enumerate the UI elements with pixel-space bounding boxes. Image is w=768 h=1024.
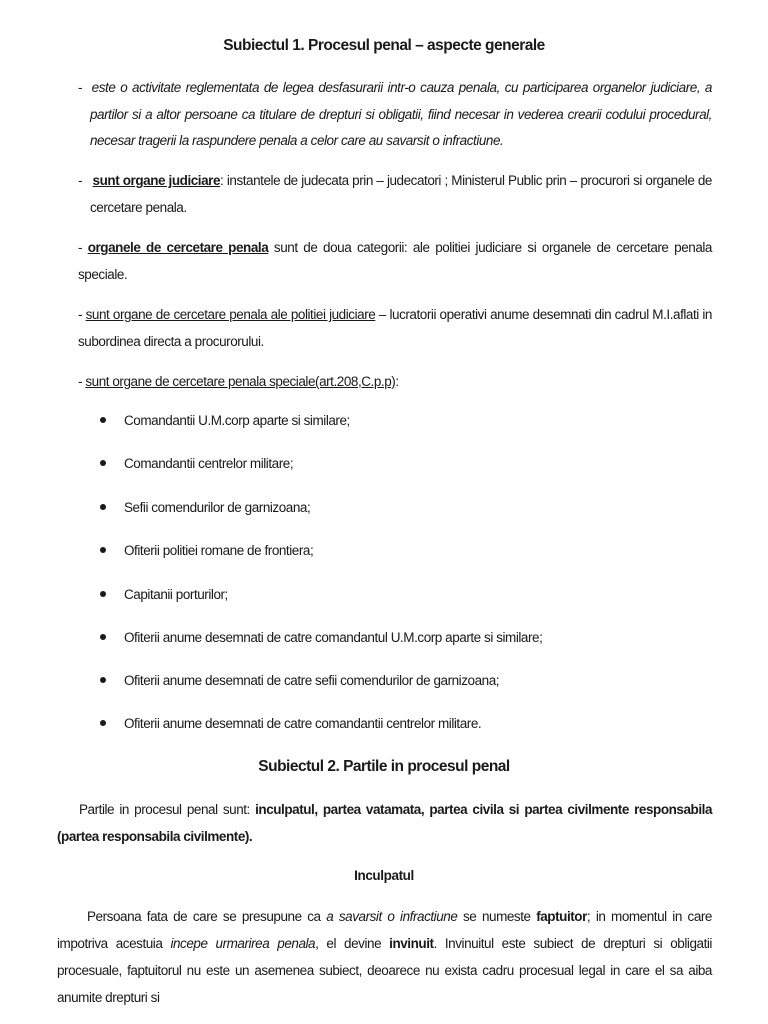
definition-text: este o activitate reglementata de legea desfasurarii intr-o cauza penala, cu participarea organelor judiciare, a partilor si a altor persoane ca titulare de drepturi si obligatii, fiind necesar in vederea crearii codului procedural, necesar tragerii la raspundere penala a celor care au savarsit o infractiune. (90, 80, 712, 148)
body-text: se numeste (457, 909, 537, 924)
parties-intro-paragraph (57, 796, 712, 850)
bullet-icon (100, 504, 106, 510)
list-item-text: Comandantii centrelor militare; (124, 456, 294, 471)
bullet-icon (100, 591, 106, 597)
parties-list: inculpatul, partea vatamata, partea civila si partea civilmente responsabila (partea responsabila civilmente). (57, 802, 713, 844)
bullet-icon (100, 547, 106, 553)
body-text: Persoana fata de care se presupune ca (87, 909, 327, 924)
bullet-icon (100, 720, 106, 726)
list-item-text: Capitanii porturilor; (124, 587, 228, 602)
bullet-icon (100, 417, 106, 423)
list-item-text: Ofiterii anume desemnati de catre comandantul U.M.corp aparte si similare; (124, 630, 543, 645)
dash-marker: - (78, 374, 83, 389)
research-organs-text: sunt de doua categorii: ale politiei judiciare si organele de cercetare penala speciale. (78, 240, 712, 282)
paragraph-judicial-organs (78, 168, 712, 221)
term-research-organs: organele de cercetare penala (87, 240, 269, 255)
bullet-icon (100, 634, 106, 640)
special-organs-colon: : (395, 374, 399, 389)
term-police-organs: sunt organe de cercetare penala ale politiei judiciare (85, 307, 376, 322)
list-item-text: Comandantii U.M.corp aparte si similare; (124, 413, 350, 428)
section2-title: Subiectul 2. Partile in procesul penal (258, 758, 510, 775)
body-text: , el devine (315, 936, 390, 951)
term-special-organs: sunt organe de cercetare penala speciale(art.208,C.p.p) (85, 374, 396, 389)
term-faptuitor: faptuitor (536, 909, 587, 924)
paragraph-special-organs (78, 368, 712, 395)
paragraph-police-organs (78, 301, 712, 355)
section1-title: Subiectul 1. Procesul penal – aspecte generale (223, 37, 545, 54)
term-judicial-organs: sunt organe judiciare (92, 173, 221, 188)
inculpatul-paragraph (57, 903, 712, 1011)
dash-marker: - (78, 307, 83, 322)
judicial-organs-text: : instantele de judecata prin – judecatori ; Ministerul Public prin – procurori si organele de cercetare penala. (90, 173, 712, 215)
dash-marker: - (78, 240, 83, 255)
parties-intro-lead: Partile in procesul penal sunt: (79, 802, 256, 817)
paragraph-research-organs (78, 234, 712, 288)
police-organs-text: – lucratorii operativi anume desemnati din cadrul M.I.aflati in subordinea directa a procurorului. (78, 307, 712, 349)
list-item-text: Ofiterii anume desemnati de catre sefii comendurilor de garnizoana; (124, 673, 500, 688)
dash-marker: - (78, 173, 83, 188)
paragraph-definition (78, 75, 712, 155)
term-invinuit: invinuit (389, 936, 434, 951)
subtitle-inculpatul: Inculpatul (354, 868, 414, 883)
body-italic: a savarsit o infractiune (326, 909, 458, 924)
dash-marker: - (78, 80, 83, 95)
list-item-text: Sefii comendurilor de garnizoana; (124, 500, 311, 515)
body-text: ; in momentul in care impotriva acestuia (57, 909, 712, 951)
body-italic: incepe urmarirea penala (170, 936, 316, 951)
list-item-text: Ofiterii anume desemnati de catre comandantii centrelor militare. (124, 716, 482, 731)
body-text: . Invinuitul este subiect de drepturi si obligatii procesuale, faptuitorul nu este un asemenea subiect, deoarece nu exista cadru procesual legal in care el sa aiba anumite drepturi si (57, 936, 712, 1005)
bullet-icon (100, 677, 106, 683)
list-item-text: Ofiterii politiei romane de frontiera; (124, 543, 314, 558)
bullet-icon (100, 460, 106, 466)
